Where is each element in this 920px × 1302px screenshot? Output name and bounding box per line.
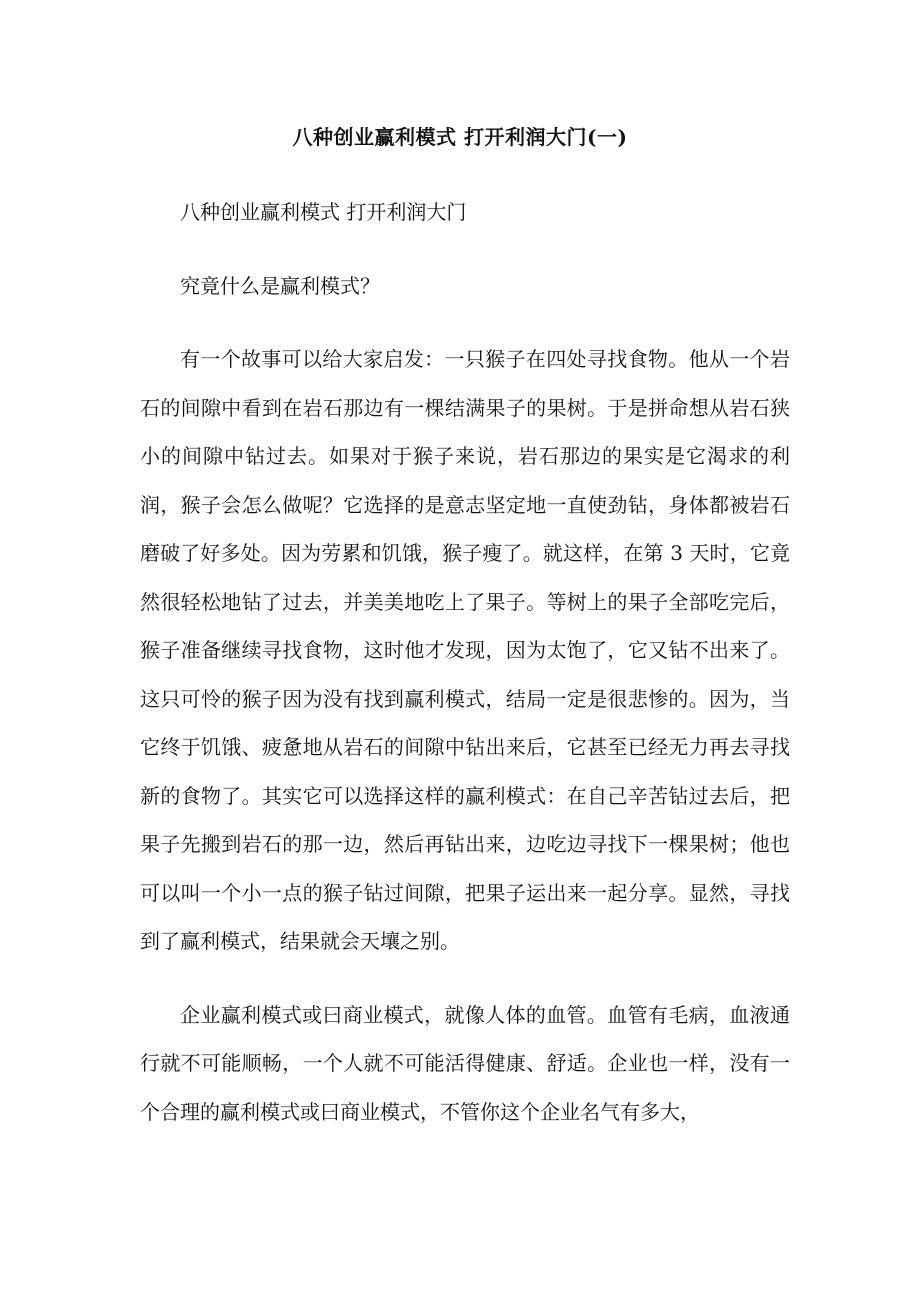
document-body [140,188,790,1161]
paragraph-question: 究竟什么是赢利模式？ [180,273,380,298]
paragraph-business-model: 企业赢利模式或曰商业模式，就像人体的血管。血管有毛病，血液通行就不可能顺畅，一个人就不可能活得健康、舒适。企业也一样，没有一个合理的赢利模式或曰商业模式，不管你这个企业名气有多大， [140,1002,790,1124]
paragraph-subtitle: 八种创业赢利模式 打开利润大门 [180,200,467,224]
document-title: 八种创业赢利模式 打开利润大门(一) [292,125,628,149]
paragraph-monkey-story: 有一个故事可以给大家启发：一只猴子在四处寻找食物。他从一个岩石的间隙中看到在岩石那边有一棵结满果子的果树。于是拼命想从岩石狭小的间隙中钻过去。如果对于猴子来说，岩石那边的果实是它渴求的利润，猴子会怎么做呢？它选择的是意志坚定地一直使劲钻，身体都被岩石磨破了好多处。因为劳累和饥饿，猴子瘦了。就这样，在第 3 天时，它竟然很轻松地钻了过去，并美美地吃上了果子。等树上的果子全部吃完后，猴子准备继续寻找食物，这时他才发现，因为太饱了，它又钻不出来了。这只可怜的猴子因为没有找到赢利模式，结局一定是很悲惨的。因为，当它终于饥饿、疲惫地从岩石的间隙中钻出来后，它甚至已经无力再去寻找新的食物了。其实它可以选择这样的赢利模式：在自己辛苦钻过去后，把果子先搬到岩石的那一边，然后再钻出来，边吃边寻找下一棵果树；他也可以叫一个小一点的猴子钻过间隙，把果子运出来一起分享。显然，寻找到了赢利模式，结果就会天壤之别。 [140,347,790,953]
